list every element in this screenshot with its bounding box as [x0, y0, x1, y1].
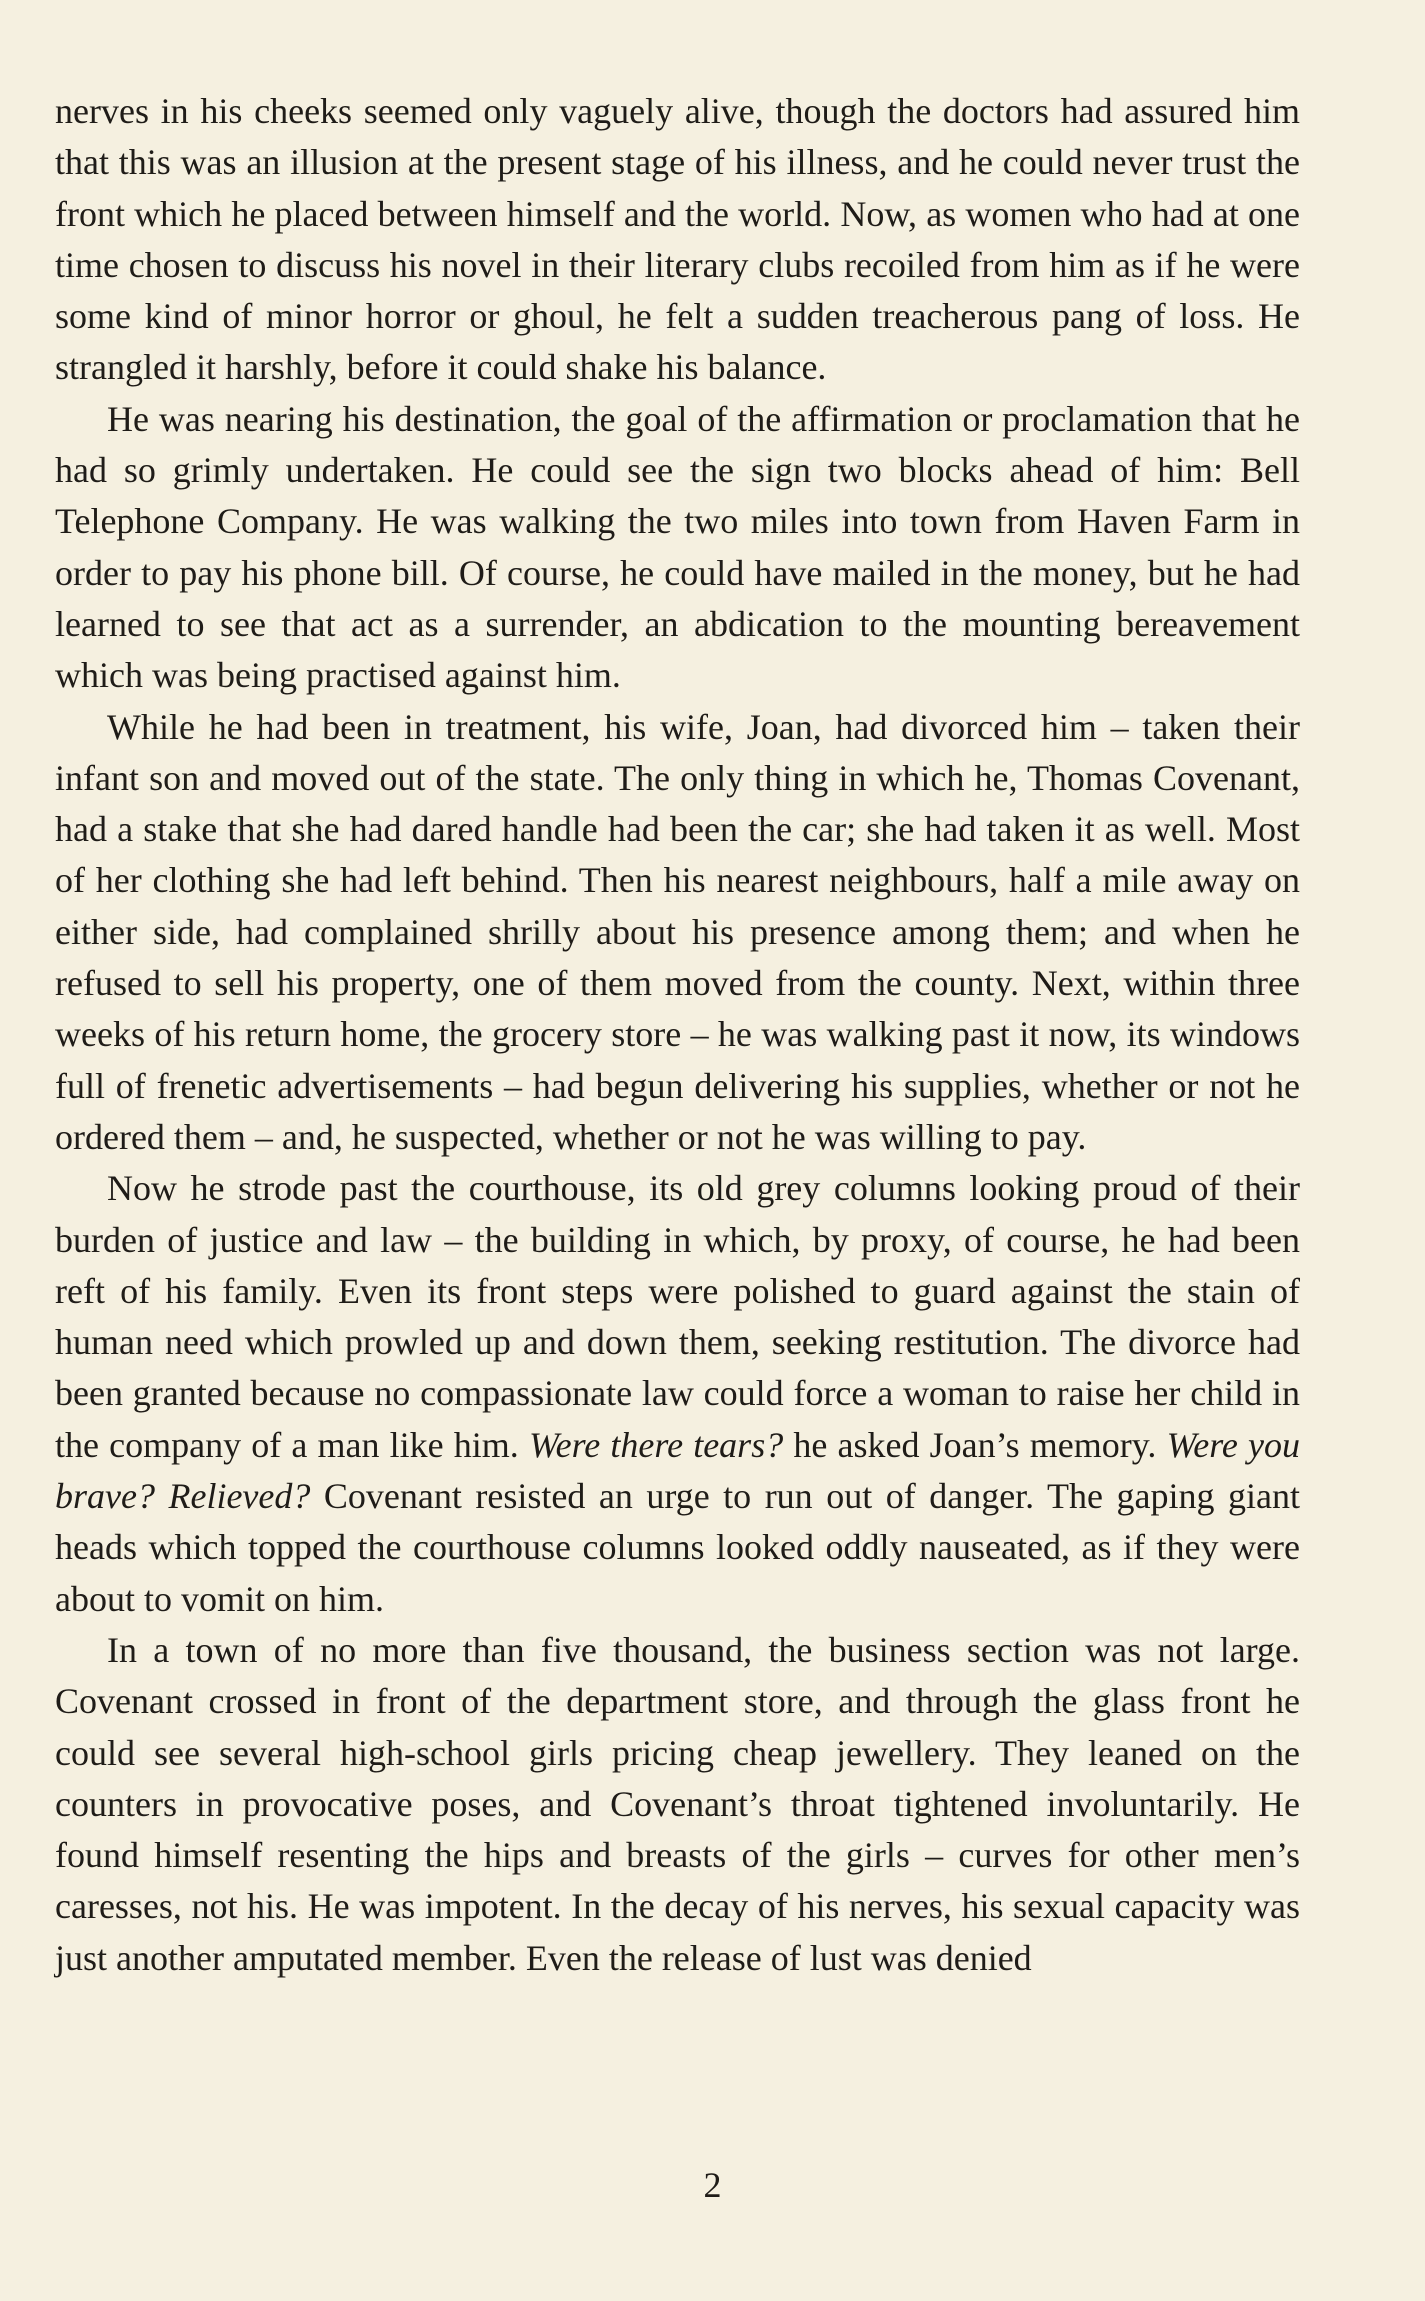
text-run: nerves in his cheeks seemed only vaguely alive, though the doctors had assured him that this was an illusion at the present stage of his illness, and he could never trust the front which he placed between himself and the world. Now, as women who had at one time chosen to discuss his novel in their literary clubs recoiled from him as if he were some kind of minor horror or ghoul, he felt a sudden treacherous pang of loss. He strangled it harshly, before it could shake his balance. — [55, 91, 1300, 388]
italic-text: Were you brave? Relieved? — [55, 1424, 1301, 1517]
text-run: Covenant resisted an urge to run out of danger. The gaping giant heads which topped the courthouse columns looked oddly nauseated, as if they were about to vomit on him. — [55, 1476, 1300, 1619]
text-run: Now he strode past the courthouse, its old grey columns looking proud of their burden of justice and law – the building in which, by proxy, of course, he had been reft of his family. Even its front steps were polished to guard against the stain of human need which prowled up and down them, seeking restitution. The divorce had been granted because no compassionate law could force a woman to raise her child in the company of a man like him. — [55, 1168, 1300, 1465]
paragraph — [55, 1163, 1300, 1625]
text-run: In a town of no more than five thousand, the business section was not large. Covenant crossed in front of the department store, and through the glass front he could see several high-school girls pricing cheap jewellery. They leaned on the counters in provocative poses, and Covenant’s throat tightened involuntarily. He found himself resenting the hips and breasts of the girls – curves for other men’s caresses, not his. He was impotent. In the decay of his nerves, his sexual capacity was just another amputated member. Even the release of lust was denied — [55, 1629, 1300, 1978]
italic-text: Were there tears? — [528, 1424, 784, 1465]
text-run: While he had been in treatment, his wife, Joan, had divorced him – taken their infant son and moved out of the state. The only thing in which he, Thomas Covenant, had a stake that she had dared handle had been the car; she had taken it as well. Most of her clothing she had left behind. Then his nearest neighbours, half a mile away on either side, had complained shrilly about his presence among them; and when he refused to sell his property, one of them moved from the county. Next, within three weeks of his return home, the grocery store – he was walking past it now, its windows full of frenetic advertisements – had begun delivering his supplies, whether or not he ordered them – and, he suspected, whether or not he was willing to pay. — [55, 706, 1300, 1157]
text-run: he asked Joan’s memory. — [783, 1424, 1167, 1465]
text-run: He was nearing his destination, the goal of the affirmation or proclamation that he had so grimly undertaken. He could see the sign two blocks ahead of him: Bell Telephone Company. He was walking the two miles into town from Haven Farm in order to pay his phone bill. Of course, he could have mailed in the money, but he had learned to see that act as a surrender, an abdication to the mounting bereavement which was being practised against him. — [55, 398, 1300, 696]
paragraph — [55, 702, 1300, 1164]
page-number: 2 — [703, 2165, 722, 2205]
body-text — [55, 86, 1300, 1984]
paragraph — [55, 394, 1300, 702]
paragraph — [55, 1625, 1300, 1984]
paragraph — [55, 86, 1300, 394]
